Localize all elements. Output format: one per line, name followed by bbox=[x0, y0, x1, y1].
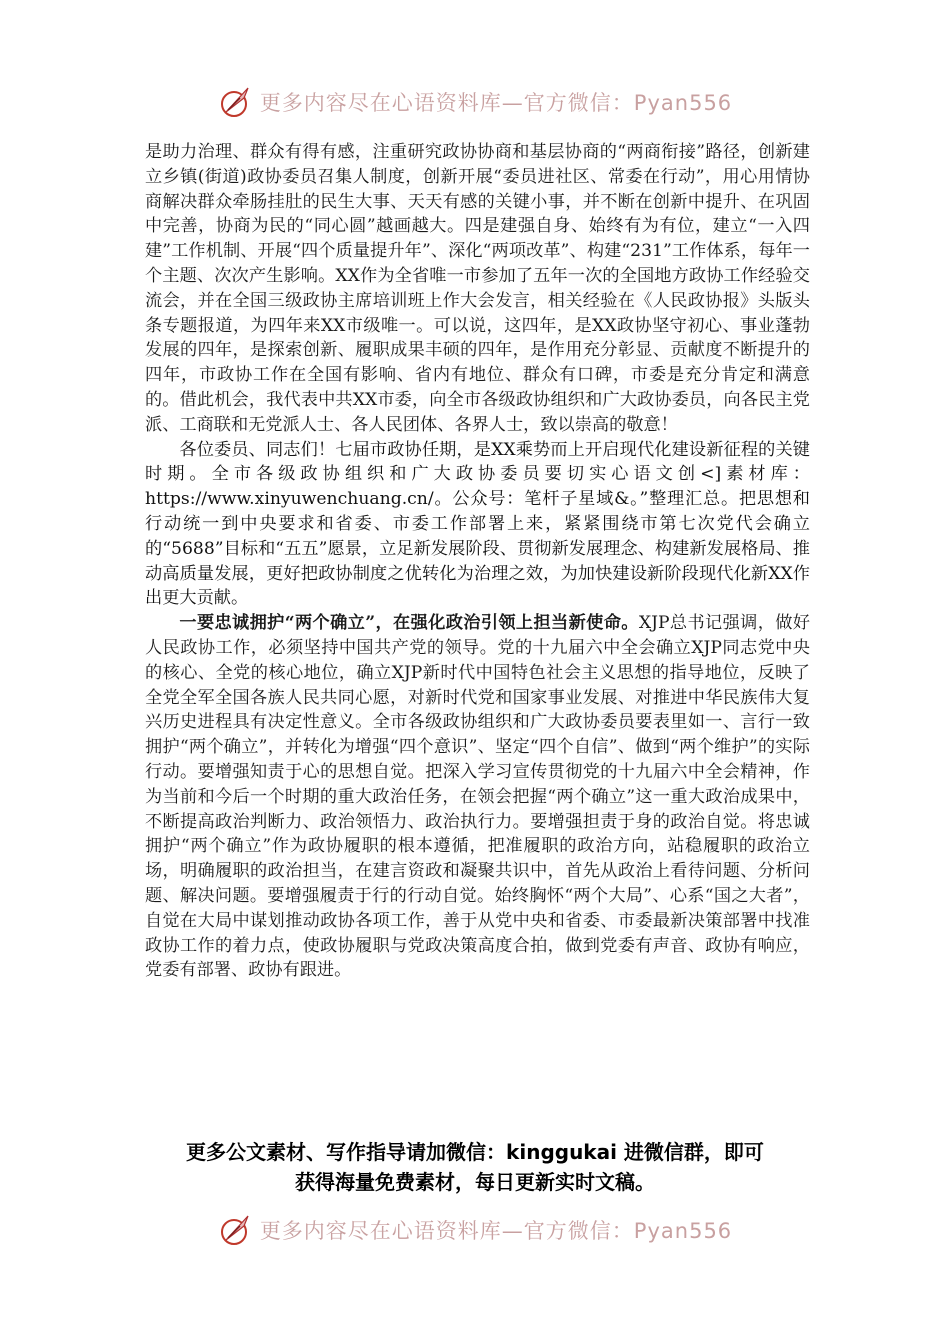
watermark-text: 更多内容尽在心语资料库—官方微信：Pyan556 bbox=[259, 91, 733, 115]
watermark-text: 更多内容尽在心语资料库—官方微信：Pyan556 bbox=[259, 1219, 733, 1243]
footer-promo bbox=[0, 1137, 950, 1197]
document-body bbox=[145, 140, 810, 983]
paragraph-3 bbox=[145, 611, 810, 983]
quill-logo-icon bbox=[218, 84, 254, 120]
watermark-header bbox=[0, 84, 950, 120]
paragraph-3-heading: 一要忠诚拥护“两个确立”，在强化政治引领上担当新使命。 bbox=[179, 613, 639, 634]
paragraph-3-text: XJP总书记强调，做好人民政协工作，必须坚持中国共产党的领导。党的十九届六中全会确立XJP同志党中央的核心、全党的核心地位，确立XJP新时代中国特色社会主义思想的指导地位，反映了全党全军全国各族人民共同心愿，对新时代党和国家事业发展、对推进中华民族伟大复兴历史进程具有决定性意义。全市各级政协组织和广大政协委员要表里如一、言行一致拥护“两个确立”，并转化为增强“四个意识”、坚定“四个自信”、做到“两个维护”的实际行动。要增强知责于心的思想自觉。把深入学习宣传贯彻党的十九届六中全会精神，作为当前和今后一个时期的重大政治任务，在领会把握“两个确立”这一重大政治成果中，不断提高政治判断力、政治领悟力、政治执行力。要增强担责于身的政治自觉。将忠诚拥护“两个确立”作为政协履职的根本遵循，把准履职的政治方向，站稳履职的政治立场，明确履职的政治担当，在建言资政和凝聚共识中，首先从政治上看待问题、分析问题、解决问题。要增强履责于行的行动自觉。始终胸怀“两个大局”、心系“国之大者”，自觉在大局中谋划推动政协各项工作，善于从党中央和省委、市委最新决策部署中找准政协工作的着力点，使政协履职与党政决策高度合拍，做到党委有声音、政协有响应，党委有部署、政协有跟进。 bbox=[145, 613, 810, 981]
footer-line-1: 更多公文素材、写作指导请加微信：kinggukai 进微信群，即可 bbox=[186, 1140, 764, 1164]
paragraph-1: 是助力治理、群众有得有感，注重研究政协协商和基层协商的“两商衔接”路径，创新建立乡镇(街道)政协委员召集人制度，创新开展“委员进社区、常委在行动”，用心用情协商解决群众牵肠挂肚的民生大事、天天有感的关键小事，并不断在创新中提升、在巩固中完善，协商为民的“同心圆”越画越大。四是建强自身、始终有为有位，建立“一入四建”工作机制、开展“四个质量提升年”、深化“两项改革”、构建“231”工作体系，每年一个主题、次次产生影响。XX作为全省唯一市参加了五年一次的全国地方政协工作经验交流会，并在全国三级政协主席培训班上作大会发言，相关经验在《人民政协报》头版头条专题报道，为四年来XX市级唯一。可以说，这四年，是XX政协坚守初心、事业蓬勃发展的四年，是探索创新、履职成果丰硕的四年，是作用充分彰显、贡献度不断提升的四年，市政协工作在全国有影响、省内有地位、群众有口碑，市委是充分肯定和满意的。借此机会，我代表中共XX市委，向全市各级政协组织和广大政协委员，向各民主党派、工商联和无党派人士、各人民团体、各界人士，致以崇高的敬意！ bbox=[145, 142, 810, 435]
watermark-footer bbox=[0, 1212, 950, 1248]
quill-logo-icon bbox=[218, 1212, 254, 1248]
footer-line-2: 获得海量免费素材，每日更新实时文稿。 bbox=[295, 1170, 655, 1194]
paragraph-2: 各位委员、同志们！七届市政协任期，是XX乘势而上开启现代化建设新征程的关键时期。全市各级政协组织和广大政协委员要切实心语文创<]素材库：https://www.xinyuwenchuang.cn/。公众号：笔杆子星域&。”整理汇总。把思想和行动统一到中央要求和省委、市委工作部署上来，紧紧围绕市第七次党代会确立的“5688”目标和“五五”愿景，立足新发展阶段、贯彻新发展理念、构建新发展格局、推动高质量发展，更好把政协制度之优转化为治理之效，为加快建设新阶段现代化新XX作出更大贡献。 bbox=[145, 439, 810, 609]
